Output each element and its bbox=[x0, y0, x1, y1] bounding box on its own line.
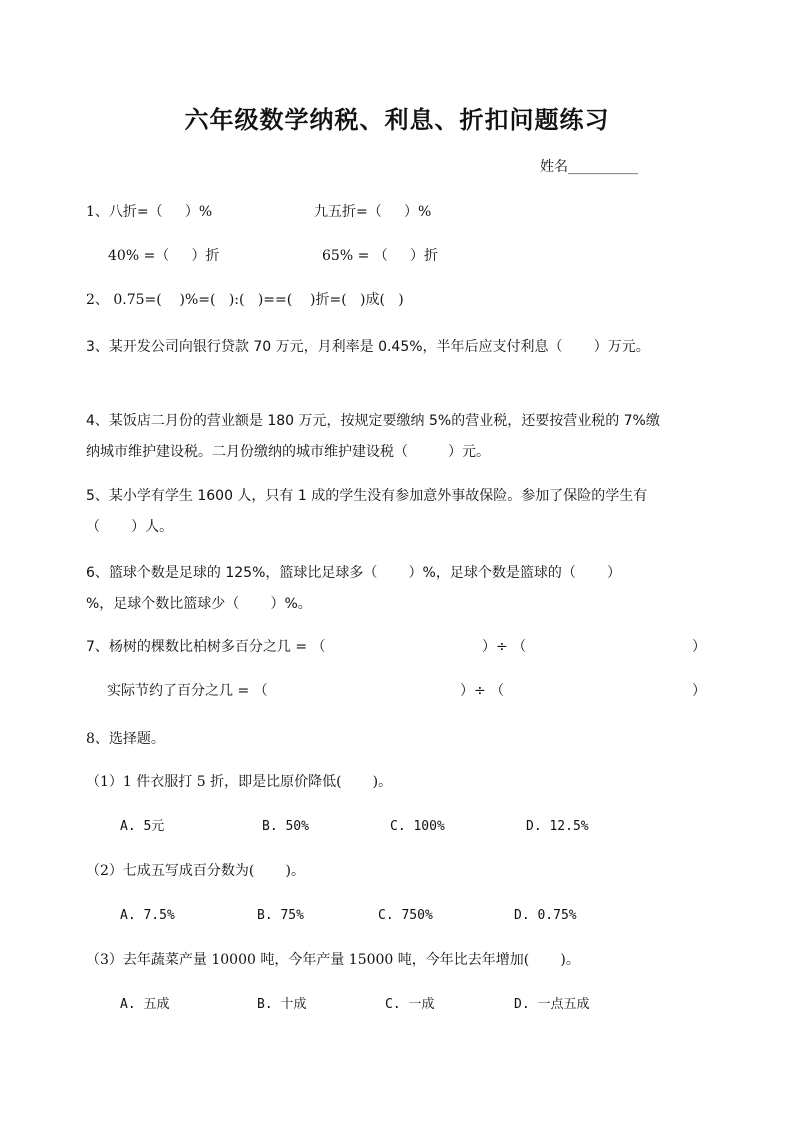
q8-sub2-option-d: D. 0.75% bbox=[514, 908, 577, 923]
q3-line: 3、某开发公司向银行贷款 70 万元，月利率是 0.45%，半年后应支付利息（ ）万元。 bbox=[86, 339, 650, 355]
q1-line2-b: 65% = （ ）折 bbox=[322, 248, 438, 264]
q7-line2-end: ） bbox=[692, 683, 706, 699]
q8-sub1-option-a: A. 5元 bbox=[120, 819, 165, 834]
q8-sub3-stem: （3）去年蔬菜产量 10000 吨，今年产量 15000 吨，今年比去年增加( )。 bbox=[86, 952, 580, 968]
q7-line1-end: ） bbox=[692, 639, 706, 655]
q8-sub2-option-c: C. 750% bbox=[378, 908, 433, 923]
q8-sub1-option-c: C. 100% bbox=[390, 819, 445, 834]
q8-sub3-option-a: A. 五成 bbox=[120, 997, 170, 1012]
q8-sub3-option-d: D. 一点五成 bbox=[514, 997, 590, 1012]
name-field-label: 姓名__________ bbox=[540, 159, 638, 175]
q8-sub2-option-b: B. 75% bbox=[257, 908, 304, 923]
q8-sub1-option-b: B. 50% bbox=[262, 819, 309, 834]
q6-line1: 6、篮球个数是足球的 125%，篮球比足球多（ ）%，足球个数是篮球的（ ） bbox=[86, 565, 621, 581]
q6-line2: %，足球个数比篮球少（ ）%。 bbox=[86, 596, 312, 612]
q5-line1: 5、某小学有学生 1600 人，只有 1 成的学生没有参加意外事故保险。参加了保险的学生有 bbox=[86, 488, 648, 504]
q8-sub2-option-a: A. 7.5% bbox=[120, 908, 175, 923]
q8-sub1-option-d: D. 12.5% bbox=[526, 819, 589, 834]
q1-line2-a: 40% =（ ）折 bbox=[108, 248, 220, 264]
q7-line2-middle: ）÷ （ bbox=[460, 683, 505, 699]
q2-line: 2、 0.75=( )%=( ):( )==( )折=( )成( ) bbox=[86, 292, 404, 308]
q1-line1-b: 九五折=（ ）% bbox=[314, 204, 432, 220]
q7-line2-start: 实际节约了百分之几 = （ bbox=[107, 683, 268, 699]
q7-line1-middle: ）÷ （ bbox=[482, 639, 527, 655]
q8-sub3-option-c: C. 一成 bbox=[385, 997, 435, 1012]
q8-heading: 8、选择题。 bbox=[86, 731, 165, 747]
q1-line1-a: 1、八折=（ ）% bbox=[86, 204, 213, 220]
q7-line1-start: 7、杨树的棵数比柏树多百分之几 = （ bbox=[86, 639, 326, 655]
q8-sub1-stem: （1）1 件衣服打 5 折，即是比原价降低( )。 bbox=[86, 774, 393, 790]
q4-line1: 4、某饭店二月份的营业额是 180 万元，按规定要缴纳 5%的营业税，还要按营业税的 7%缴 bbox=[86, 413, 660, 429]
q8-sub2-stem: （2）七成五写成百分数为( )。 bbox=[86, 863, 305, 879]
page-title: 六年级数学纳税、利息、折扣问题练习 bbox=[184, 105, 610, 134]
q5-line2: （ ）人。 bbox=[86, 519, 174, 535]
q4-line2: 纳城市维护建设税。二月份缴纳的城市维护建设税（ ）元。 bbox=[86, 444, 491, 460]
q8-sub3-option-b: B. 十成 bbox=[257, 997, 307, 1012]
